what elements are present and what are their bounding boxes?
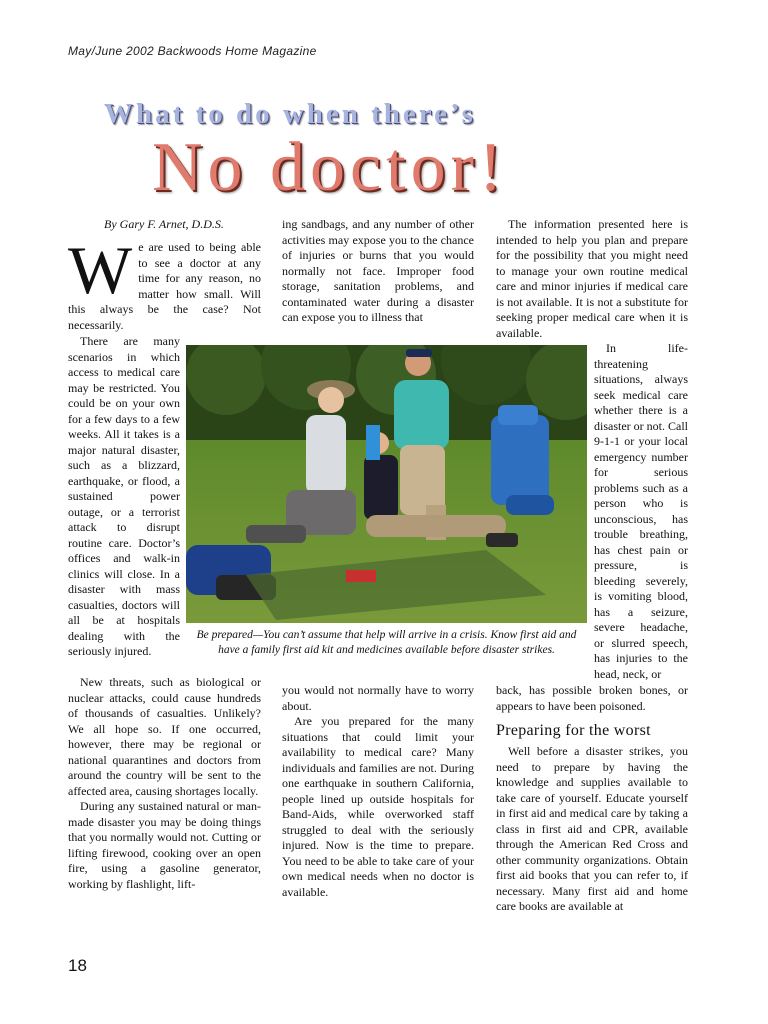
paragraph: ing sandbags, and any number of other activities may expose you to the chance of injuries or burns that you would normally not face. Improper food storage, sanitation problems, and contaminated water during a disaster can expose you to illness that — [282, 217, 474, 324]
article-photo — [186, 345, 587, 623]
paragraph: Are you prepared for the many situations that could limit your availability to medical care? Many individuals and families are not. During one earthquake in southern California, people lined up outside hospitals for Band-Aids, while overworked staff struggled to deal with the seriously injured. Now is the time to prepare. You need to be able to take care of your own medical needs when no doctor is available. — [282, 714, 474, 899]
paragraph: In life-threatening situations, always seek medical care whether there is a disaster or not. Call 9-1-1 or your local emergency number for serious problems such as a person who is unconscious, has trouble breathing, has chest pain or pressure, is bleeding severely, is vomiting blood, has a seizure, severe headache, or slurred speech, has injuries to the head, neck, or — [594, 341, 688, 681]
column-1-bottom — [68, 675, 261, 892]
paragraph: Well before a disaster strikes, you need to prepare by having the knowledge and supplies available to take care of yourself. Educate yourself in first aid and medical care by taking a class in first aid and CPR, available through the American Red Cross and other community organizations. Obtain first aid books that you can refer to, if necessary. Many first aid and home care books are available at — [496, 744, 688, 913]
running-head: May/June 2002 Backwoods Home Magazine — [68, 44, 317, 58]
column-3-top — [496, 217, 688, 341]
column-3-wrap — [594, 341, 688, 682]
byline: By Gary F. Arnet, D.D.S. — [104, 217, 224, 231]
page-number: 18 — [68, 956, 87, 975]
article-kicker: What to do when there’s — [104, 98, 476, 130]
photo-illustration — [186, 345, 587, 623]
paragraph: New threats, such as biological or nuclear attacks, could cause hundreds of thousands of casualties. Unlikely? We all hope so. If one occurred, however, there may be regional or national quarantines and doctors from around the country will be sent to the affected area, causing shortages locally. — [68, 675, 261, 798]
paragraph: The information presented here is intended to help you plan and prepare for the possibility that you might need to manage your own routine medical care and minor injuries if medical care is not available. It is not a substitute for seeking proper medical care when it is available. — [496, 217, 688, 340]
column-1-wrap — [68, 334, 180, 660]
column-1-top — [68, 232, 261, 333]
drop-cap: W — [68, 232, 133, 308]
column-3-bottom — [496, 744, 688, 915]
section-subhead: Preparing for the worst — [496, 722, 651, 739]
photo-caption: Be prepared—You can’t assume that help will arrive in a crisis. Know first aid and have a family first aid kit and medicines available before disaster strikes. — [196, 629, 577, 656]
column-3-continued — [496, 683, 688, 714]
column-2-bottom — [282, 683, 474, 900]
paragraph: back, has possible broken bones, or appears to have been poisoned. — [496, 683, 688, 713]
paragraph: e are used to being able to see a doctor at any time for any reason, no matter how small. Will this always be the case? Not necessarily. — [68, 240, 261, 332]
article-title: No doctor! — [152, 129, 508, 206]
paragraph: During any sustained natural or man-made disaster you may be doing things that you normally would not. Cutting or lifting firewood, cooking over an open fire, using a gasoline generator, working by flashlight, lift- — [68, 799, 261, 891]
paragraph: There are many scenarios in which access to medical care may be restricted. You could be on your own for a few days to a few weeks. All it takes is a major natural disaster, such as a blizzard, earthquake, or flood, a sustained power outage, or a terrorist attack to disrupt routine care. Doctor’s offices and walk-in clinics will close. In a disaster with mass casualties, doctors will all be at hospitals dealing with the seriously injured. — [68, 334, 180, 658]
paragraph: you would not normally have to worry about. — [282, 683, 474, 713]
column-2-top — [282, 217, 474, 326]
